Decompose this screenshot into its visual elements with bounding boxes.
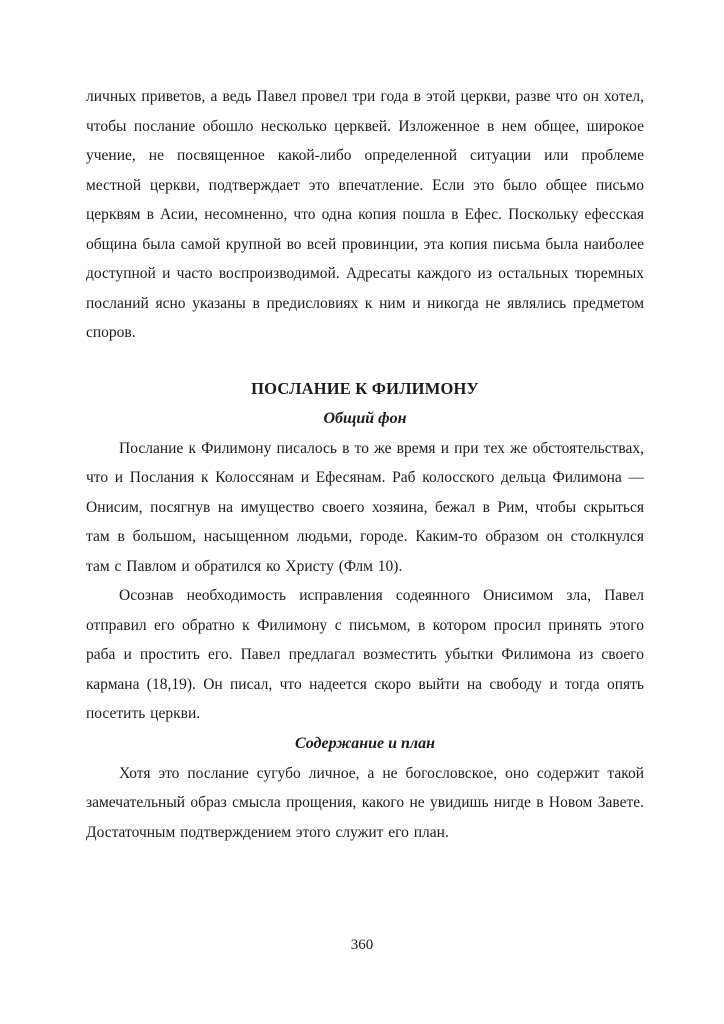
body-paragraph-general-1: Послание к Филимону писалось в то же время и при тех же обстоятельствах, что и Послания к Колоссянам и Ефесянам. Раб колосского дельца Филимона — Онисим, посягнув на имущество своего хозяина, бежал в Рим, чтобы скрыться там в большом, насыщенном людьми, городе. Каким-то образом он столкнулся там с Павлом и обратился ко Христу (Флм 10). <box>86 439 644 575</box>
page-footer <box>0 936 724 954</box>
section-title: ПОСЛАНИЕ К ФИЛИМОНУ <box>251 378 479 398</box>
body-paragraph-content-plan-1: Хотя это послание сугубо личное, а не богословское, оно содержит такой замечательный образ смысла прощения, какого не увидишь нигде в Новом Завете. Достаточным подтверждением этого служит его план. <box>86 764 644 841</box>
text-block <box>86 82 644 847</box>
body-paragraph-general-2: Осознав необходимость исправления содеянного Онисимом зла, Павел отправил его обратно к Филимону с письмом, в котором просил принять этого раба и простить его. Павел предлагал возместить убытки Филимона из своего кармана (18,19). Он писал, что надеется скоро выйти на свободу и тогда опять посетить церкви. <box>86 587 644 722</box>
subsection-title-general-background: Общий фон <box>323 409 407 427</box>
subsection-title-content-plan: Содержание и план <box>294 734 435 752</box>
continuation-paragraph: личных приветов, а ведь Павел провел три года в этой церкви, разве что он хотел, чтобы послание обошло несколько церквей. Изложенное в нем общее, широкое учение, не посвященное какой-либо определенной ситуации или проблеме местной церкви, подтверждает это впечатление. Если это было общее письмо церквям в Асии, несомненно, что одна копия пошла в Ефес. Поскольку ефесская община была самой крупной во всей провинции, эта копия письма была наиболее доступной и часто воспроизводимой. Адресаты каждого из остальных тюремных посланий ясно указаны в предисловиях к ним и никогда не являлись предметом споров. <box>86 88 644 341</box>
page-number: 360 <box>350 937 374 953</box>
